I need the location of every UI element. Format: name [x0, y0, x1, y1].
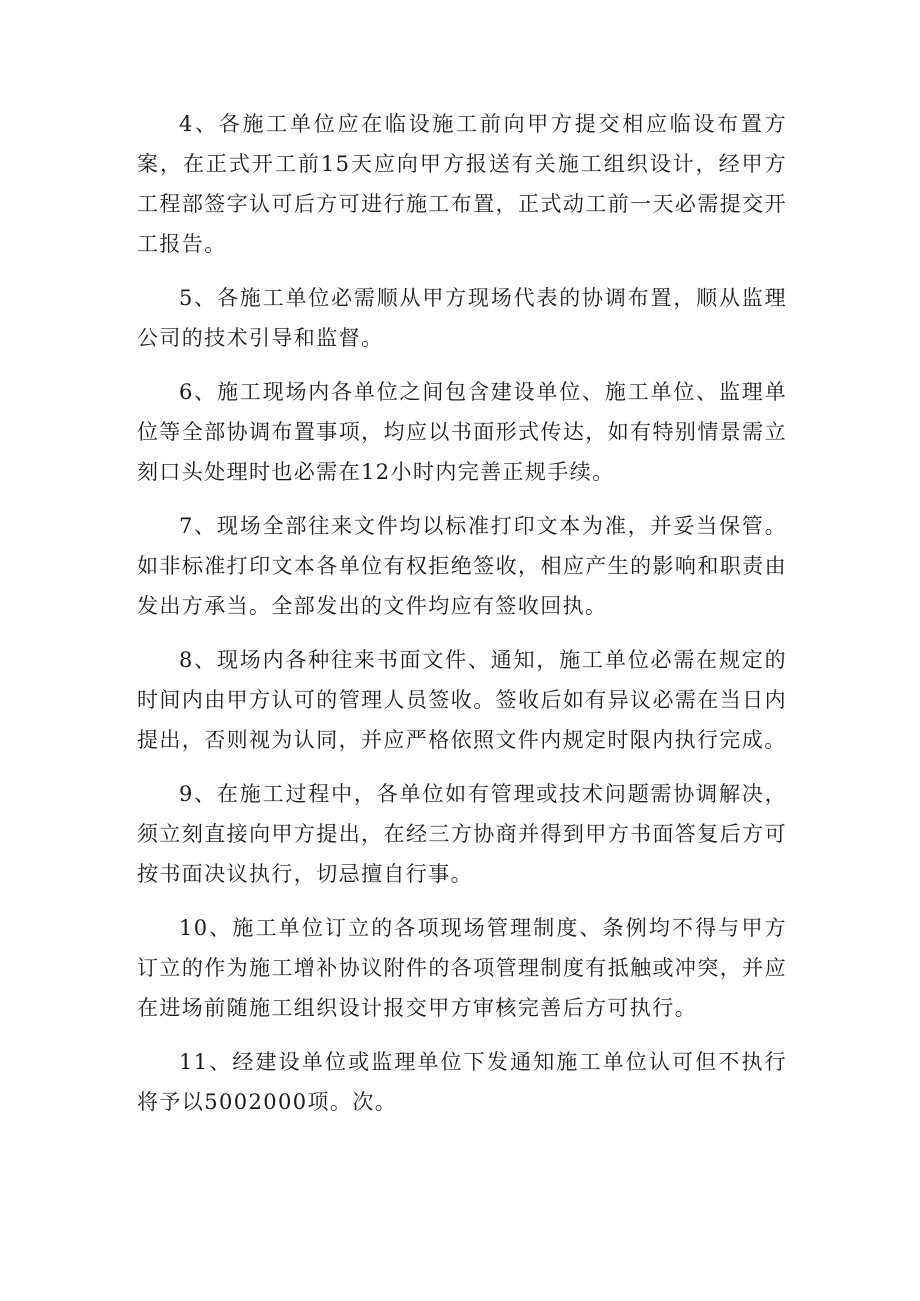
paragraph-6: 6、施工现场内各单位之间包含建设单位、施工单位、监理单位等全部协调布置事项，均应以书面形式传达，如有特别情景需立刻口头处理时也必需在12小时内完善正规手续。 [137, 380, 787, 484]
paragraph-11: 11、经建设单位或监理单位下发通知施工单位认可但不执行将予以5002000项。次。 [137, 1050, 787, 1114]
paragraph-4: 4、各施工单位应在临设施工前向甲方提交相应临设布置方案，在正式开工前15天应向甲方报送有关施工组织设计，经甲方工程部签字认可后方可进行施工布置，正式动工前一天必需提交开工报告。 [137, 112, 787, 256]
paragraph-10: 10、施工单位订立的各项现场管理制度、条例均不得与甲方订立的作为施工增补协议附件的各项管理制度有抵触或冲突，并应在进场前随施工组织设计报交甲方审核完善后方可执行。 [137, 916, 787, 1020]
paragraph-7: 7、现场全部往来文件均以标准打印文本为准，并妥当保管。如非标准打印文本各单位有权拒绝签收，相应产生的影响和职责由发出方承当。全部发出的文件均应有签收回执。 [137, 514, 787, 618]
paragraph-8: 8、现场内各种往来书面文件、通知，施工单位必需在规定的时间内由甲方认可的管理人员签收。签收后如有异议必需在当日内提出，否则视为认同，并应严格依照文件内规定时限内执行完成。 [137, 648, 787, 752]
paragraph-9: 9、在施工过程中，各单位如有管理或技术问题需协调解决，须立刻直接向甲方提出，在经三方协商并得到甲方书面答复后方可按书面决议执行，切忌擅自行事。 [137, 782, 787, 886]
paragraph-5: 5、各施工单位必需顺从甲方现场代表的协调布置，顺从监理公司的技术引导和监督。 [137, 286, 787, 350]
document-body [137, 104, 787, 1136]
